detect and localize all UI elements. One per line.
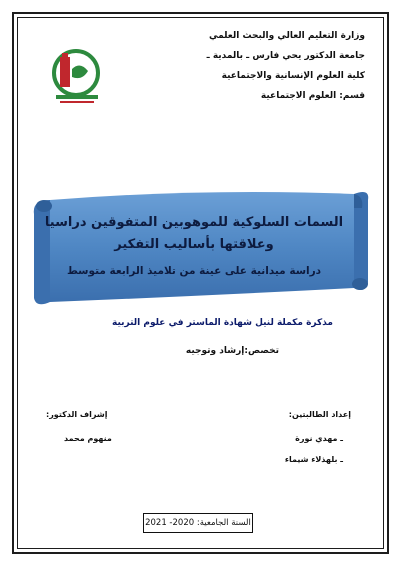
supervisor-name: منهوم محمد: [64, 434, 112, 443]
institution-header: [115, 30, 365, 110]
university-logo: [46, 45, 102, 107]
specialty-label: تخصص:إرشاد وتوجيه: [185, 346, 279, 356]
department-name: قسم: العلوم الاجتماعية: [260, 91, 365, 101]
title-line-2: وعلاقتها بأساليب التفكير: [114, 237, 274, 252]
university-name: جامعة الدكتور يحي فارس ـ بالمدية ـ: [206, 51, 365, 61]
thesis-title: [34, 212, 354, 282]
title-line-1: السمات السلوكية للموهوبين المتفوقين دراسيا: [44, 215, 344, 230]
student-name-2: ـ بلهذلاء شيماء: [284, 455, 343, 464]
faculty-name: كلية العلوم الإنسانية والاجتماعية: [221, 71, 365, 81]
title-subtitle: دراسة ميدانية على عينة من تلاميذ الرابعة متوسط: [66, 265, 322, 277]
supervisor-label: إشراف الدكتور:: [46, 410, 108, 419]
ministry-name: وزارة التعليم العالي والبحث العلمي: [208, 31, 365, 41]
student-name-1: ـ مهدي نورة: [295, 434, 343, 443]
academic-year: السنة الجامعية: 2020- 2021: [143, 513, 253, 533]
students-label: إعداد الطالبتين:: [288, 410, 351, 419]
memo-description: مذكرة مكملة لنيل شهادة الماستر في علوم التربية: [112, 318, 333, 328]
